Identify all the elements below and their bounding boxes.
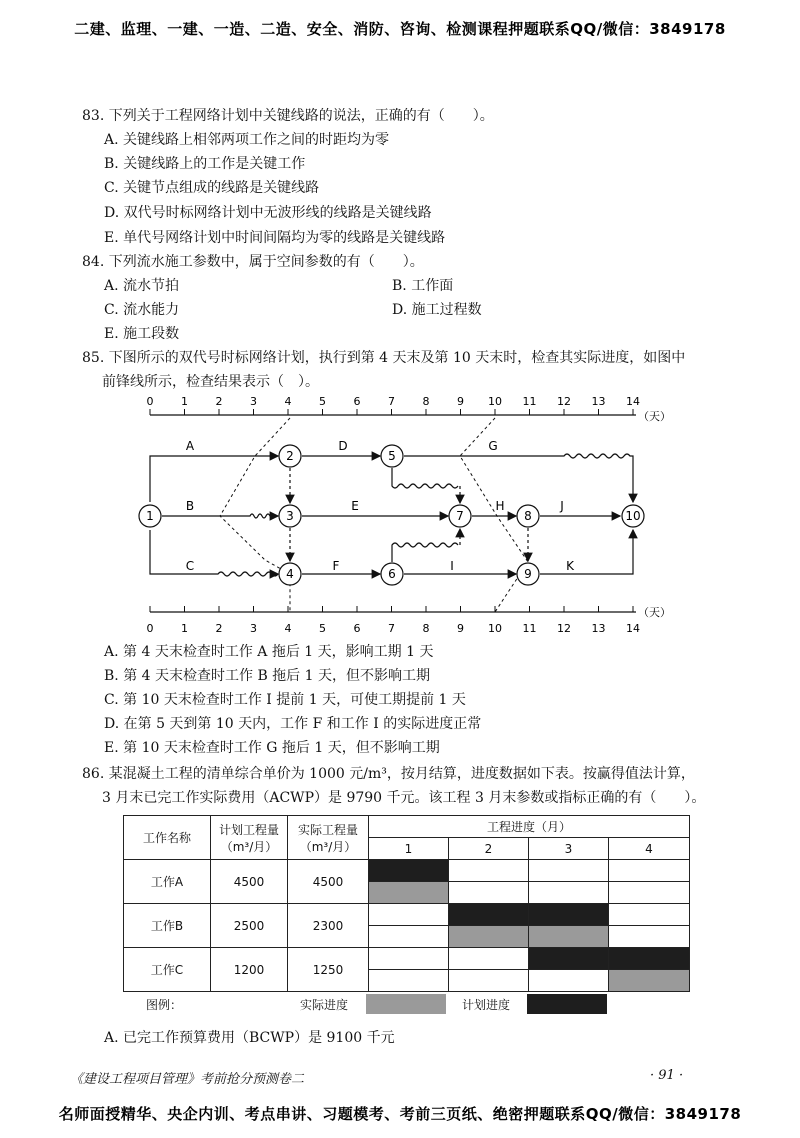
row-b-plan: 2500 (211, 904, 288, 948)
scale-tick-label: 0 (146, 395, 154, 408)
footer-book-title: 《建设工程项目管理》考前抢分预测卷二 (70, 1072, 305, 1087)
scale-tick-label: 8 (422, 622, 430, 635)
q83-option-c: C. 关键节点组成的线路是关键线路 (104, 180, 320, 196)
q85-option-c: C. 第 10 天末检查时工作 I 提前 1 天，可使工期提前 1 天 (104, 692, 466, 708)
scale-tick-label: 11 (522, 395, 537, 408)
a-actual-m1 (369, 882, 449, 904)
scale-tick-label: 6 (353, 395, 361, 408)
header-month-2: 2 (449, 838, 529, 860)
node-label: 3 (286, 509, 294, 523)
scale-tick-label: 7 (388, 395, 395, 408)
question-86-stem-line2: 3 月末已完工作实际费用（ACWP）是 9790 千元。该工程 3 月末参数或指标正确的有（ ）。 (102, 790, 706, 806)
bottom-scale-unit: （天） (638, 606, 671, 619)
q85-option-d: D. 在第 5 天到第 10 天内，工作 F 和工作 I 的实际进度正常 (104, 716, 482, 732)
scale-tick-label: 5 (319, 622, 326, 635)
row-c-plan: 1200 (211, 948, 288, 992)
legend-actual-swatch (366, 994, 446, 1014)
row-c-name: 工作C (124, 948, 211, 992)
scale-tick-label: 0 (146, 622, 154, 635)
activity-b-label: B (185, 499, 195, 513)
question-85-stem-line2: 前锋线所示，检查结果表示（ ）。 (102, 374, 319, 390)
scale-tick-label: 13 (591, 395, 606, 408)
activity-j-label: J (560, 499, 564, 513)
row-b-name: 工作B (124, 904, 211, 948)
header-month-4: 4 (609, 838, 690, 860)
scale-tick-label: 2 (215, 395, 223, 408)
scale-tick-label: 4 (284, 622, 292, 635)
scale-tick-label: 13 (591, 622, 606, 635)
scale-tick-label: 8 (422, 395, 430, 408)
q83-option-a: A. 关键线路上相邻两项工作之间的时距均为零 (104, 132, 390, 148)
activity-c-label: C (185, 559, 195, 573)
question-84-stem: 84. 下列流水施工参数中，属于空间参数的有（ ）。 (82, 254, 424, 270)
legend-actual-label: 实际进度 (300, 998, 349, 1012)
scale-tick-label: 14 (626, 622, 640, 635)
row-c-actual: 1250 (288, 948, 369, 992)
legend-label: 图例： (146, 998, 183, 1012)
a-plan-m1 (369, 860, 449, 882)
c-actual-m4 (609, 970, 690, 992)
node-label: 4 (286, 567, 294, 581)
scale-tick-label: 2 (215, 622, 223, 635)
time-scaled-network-diagram (0, 395, 800, 640)
scale-tick-label: 4 (284, 395, 292, 408)
q85-option-a: A. 第 4 天末检查时工作 A 拖后 1 天，影响工期 1 天 (104, 644, 434, 660)
q85-option-e: E. 第 10 天末检查时工作 G 拖后 1 天，但不影响工期 (104, 740, 440, 756)
row-b-actual: 2300 (288, 904, 369, 948)
q83-option-d: D. 双代号时标网络计划中无波形线的线路是关键线路 (104, 205, 432, 221)
top-banner: 二建、监理、一建、一造、二造、安全、消防、咨询、检测课程押题联系QQ/微信：3849178 (74, 20, 726, 38)
row-a-name: 工作A (124, 860, 211, 904)
question-85-stem-line1: 85. 下图所示的双代号时标网络计划，执行到第 4 天末及第 10 天末时，检查其实际进度，如图中 (82, 350, 686, 366)
node-label: 7 (456, 509, 464, 523)
c-plan-m3 (529, 948, 609, 970)
row-a-actual: 4500 (288, 860, 369, 904)
legend-plan-label: 计划进度 (462, 998, 511, 1012)
q84-option-d: D. 施工过程数 (392, 302, 482, 318)
scale-tick-label: 9 (457, 395, 464, 408)
legend-plan-swatch (527, 994, 607, 1014)
scale-tick-label: 12 (557, 395, 571, 408)
activity-e-label: E (351, 499, 359, 513)
header-progress: 工程进度（月） (369, 816, 690, 838)
b-plan-m2 (449, 904, 529, 926)
q86-option-a: A. 已完工作预算费用（BCWP）是 9100 千元 (104, 1030, 395, 1046)
scale-tick-label: 6 (353, 622, 361, 635)
scale-tick-label: 14 (626, 395, 640, 408)
q84-option-e: E. 施工段数 (104, 326, 180, 342)
activity-h-label: H (495, 499, 505, 513)
scale-tick-label: 10 (488, 622, 502, 635)
node-label: 5 (388, 449, 396, 463)
node-label: 2 (286, 449, 294, 463)
node-label: 9 (524, 567, 532, 581)
activity-k-label: K (566, 559, 574, 573)
scale-tick-label: 1 (181, 395, 188, 408)
row-a-plan: 4500 (211, 860, 288, 904)
question-83-stem: 83. 下列关于工程网络计划中关键线路的说法，正确的有（ ）。 (82, 108, 494, 124)
top-scale-unit: （天） (638, 410, 671, 423)
header-month-3: 3 (529, 838, 609, 860)
q85-option-b: B. 第 4 天末检查时工作 B 拖后 1 天，但不影响工期 (104, 668, 430, 684)
question-86-stem-line1: 86. 某混凝土工程的清单综合单价为 1000 元/m³，按月结算，进度数据如下表。按赢得值法计算， (82, 766, 695, 782)
bottom-banner: 名师面授精华、央企内训、考点串讲、习题模考、考前三页纸、绝密押题联系QQ/微信：3849178 (58, 1105, 742, 1123)
scale-tick-label: 3 (250, 395, 257, 408)
page-number: · 91 · (650, 1068, 684, 1083)
b-plan-m3 (529, 904, 609, 926)
q84-option-c: C. 流水能力 (104, 302, 180, 318)
q83-option-b: B. 关键线路上的工作是关键工作 (104, 156, 306, 172)
scale-tick-label: 7 (388, 622, 395, 635)
activity-g-label: G (488, 439, 498, 453)
activity-i-label: I (450, 559, 454, 573)
scale-tick-label: 10 (488, 395, 502, 408)
activity-d-label: D (338, 439, 348, 453)
q83-option-e: E. 单代号网络计划中时间间隔均为零的线路是关键线路 (104, 230, 446, 246)
activity-f-label: F (332, 559, 340, 573)
b-actual-m2 (449, 926, 529, 948)
header-month-1: 1 (369, 838, 449, 860)
node-label: 10 (625, 509, 641, 523)
scale-tick-label: 1 (181, 622, 188, 635)
scale-tick-label: 3 (250, 622, 257, 635)
node-label: 6 (388, 567, 396, 581)
b-actual-m3 (529, 926, 609, 948)
header-actual-quantity: 实际工程量 （m³/月） (288, 816, 369, 860)
q84-option-b: B. 工作面 (392, 278, 454, 294)
scale-tick-label: 12 (557, 622, 571, 635)
q84-option-a: A. 流水节拍 (104, 278, 180, 294)
scale-tick-label: 9 (457, 622, 464, 635)
scale-tick-label: 5 (319, 395, 326, 408)
activity-a-label: A (185, 439, 195, 453)
c-plan-m4 (609, 948, 690, 970)
scale-tick-label: 11 (522, 622, 537, 635)
node-label: 1 (146, 509, 154, 523)
progress-table (123, 815, 690, 992)
header-planned-quantity: 计划工程量 （m³/月） (211, 816, 288, 860)
header-work-name: 工作名称 (124, 816, 211, 860)
node-label: 8 (524, 509, 532, 523)
